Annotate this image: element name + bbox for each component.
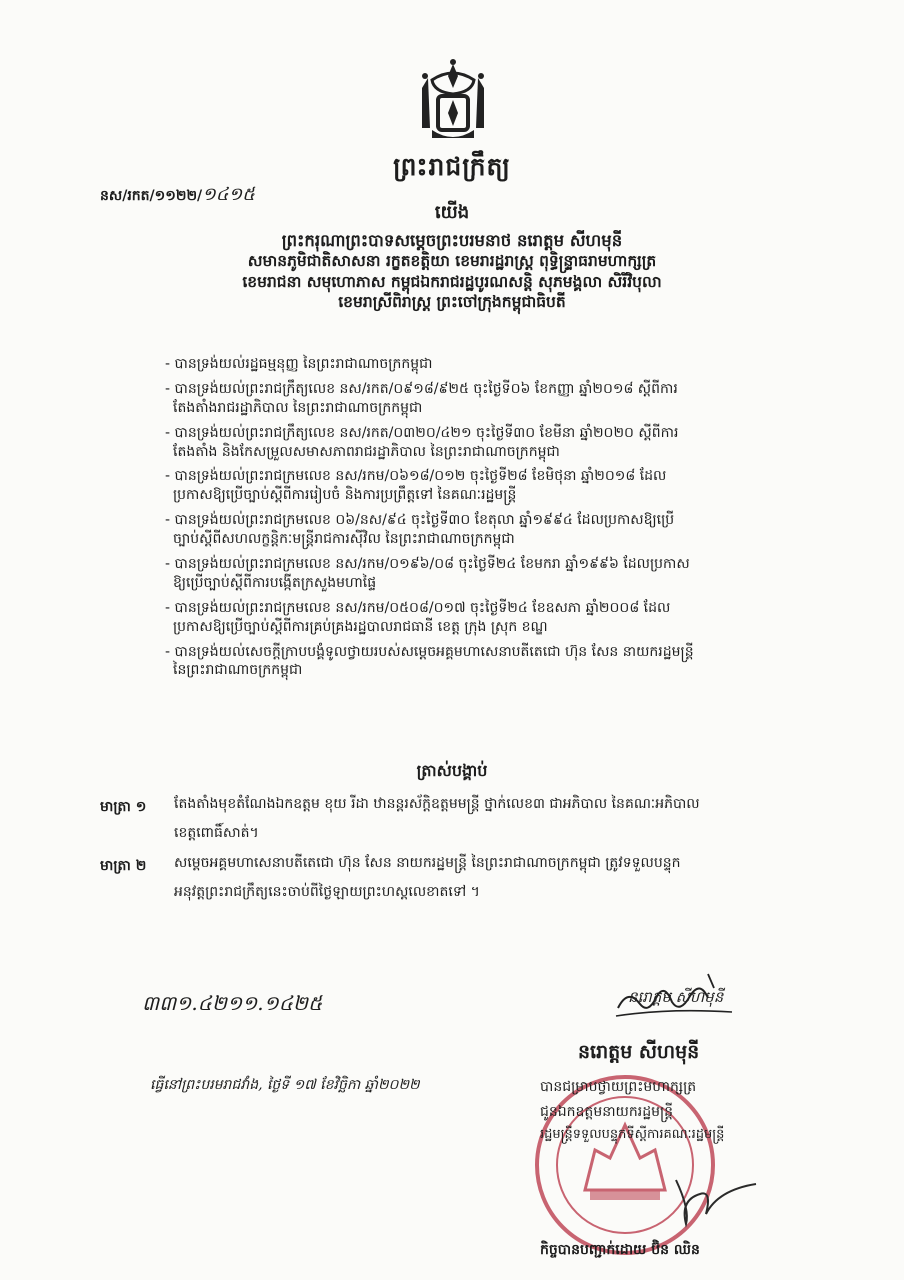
king-title-line: សមានភូមិជាតិសាសនា រក្ខតខត្តិយា ខេមរារដ្ឋរាស្ត្រ ពុទ្ធិន្ទ្រាធរាមហាក្សត្រ	[247, 252, 657, 271]
preamble-line: នៃព្រះរាជាណាចក្រកម្ពុជា	[173, 662, 303, 679]
royal-signature-text: នរោត្តម សីហមុនី	[628, 988, 724, 1006]
article-line: អនុវត្តព្រះរាជក្រឹត្យនេះចាប់ពីថ្ងៃឡាយព្រះហស្តលេខាតទៅ ។	[174, 883, 480, 900]
preamble-line: - បានទ្រង់យល់រដ្ឋធម្មនុញ្ញ នៃព្រះរាជាណាចក្រកម្ពុជា	[165, 356, 433, 372]
article-line: ខេត្តពោធិ៍សាត់។	[174, 824, 259, 841]
document-title: ព្រះរាជក្រឹត្យ	[393, 152, 511, 181]
king-title-line: ខេមរាស្រីពិរាស្ត្រ ព្រះចៅក្រុងកម្ពុជាធិបតី	[338, 292, 566, 311]
place-date: ធ្វើនៅព្រះបរមរាជវាំង, ថ្ងៃទី ១៧ ខែវិច្ឆិកា ឆ្នាំ២០២២	[150, 1077, 420, 1093]
countersign-block	[540, 1075, 724, 1147]
preamble-line: - បានទ្រង់យល់ព្រះរាជក្រឹត្យលេខ នស/រកត/០៣២០/៤២១ ចុះថ្ងៃទី៣០ ខែមីនា ឆ្នាំ២០២០ ស្តីពីការ	[165, 424, 679, 441]
reference-handwritten: ១៤១៥	[202, 184, 255, 205]
article-1-label: មាត្រា ១	[100, 799, 147, 815]
article-line: តែងតាំងមុខតំណែងឯកឧត្តម ខុយ រីដា ឋានន្តរស័ក្តិឧត្តមមន្ត្រី ថ្នាក់លេខ៣ ជាអភិបាល នៃគណៈអភិបាល	[174, 796, 700, 812]
preamble-item	[165, 555, 825, 593]
handwritten-registration: ៣៣១.៤២១១.១៤២៥	[142, 991, 323, 1015]
preamble-line: - បានទ្រង់យល់ព្រះរាជក្រមលេខ នស/រកម/០៦១៨/០១២ ចុះថ្ងៃទី២៨ ខែមិថុនា ឆ្នាំ២០១៨ ដែល	[165, 468, 667, 485]
article-1-text	[174, 795, 700, 843]
preamble-item	[165, 599, 825, 637]
preamble-item	[165, 380, 825, 418]
preamble-line: - បានទ្រង់យល់ព្រះរាជក្រមលេខ ០៦/នស/៩៤ ចុះថ្ងៃទី៣០ ខែតុលា ឆ្នាំ១៩៩៤ ដែលប្រកាសឱ្យប្រើ	[165, 512, 675, 529]
countersign-line: ជូនឯកឧត្តមនាយករដ្ឋមន្ត្រី	[540, 1103, 674, 1120]
preamble-line: តែងតាំង និងកែសម្រួលសមាសភាពរាជរដ្ឋាភិបាល នៃព្រះរាជាណាចក្រកម្ពុជា	[173, 443, 560, 460]
royal-signature	[608, 968, 738, 1024]
article-line: សម្តេចអគ្គមហាសេនាបតីតេជោ ហ៊ុន សែន នាយករដ្ឋមន្ត្រី នៃព្រះរាជាណាចក្រកម្ពុជា ត្រូវទទួលបន្ទុក	[174, 855, 681, 871]
preamble-item	[165, 424, 825, 462]
reference-prefix: នស/រកត/១១២២/	[100, 188, 203, 204]
royal-arms-emblem-icon	[412, 58, 494, 144]
preamble-line: ប្រកាសឱ្យប្រើច្បាប់ស្តីពីការរៀបចំ និងការប្រព្រឹត្តទៅ នៃគណៈរដ្ឋមន្ត្រី	[173, 487, 517, 504]
secretary-line: កិច្ចបានបញ្ជាក់ដោយ ប៊ិន ឈិន	[540, 1242, 700, 1258]
preamble-line: - បានទ្រង់យល់ព្រះរាជក្រមលេខ នស/រកម/០៥០៨/០១៧ ចុះថ្ងៃទី២៤ ខែឧសភា ឆ្នាំ២០០៨ ដែល	[165, 599, 671, 616]
preamble-list	[165, 355, 825, 686]
preamble-line: ប្រកាសឱ្យប្រើច្បាប់ស្តីពីការគ្រប់គ្រងរដ្ឋបាលរាជធានី ខេត្ត ក្រុង ស្រុក ខណ្ឌ	[173, 618, 548, 635]
preamble-item	[165, 467, 825, 505]
preamble-item	[165, 511, 825, 549]
signer-name: នរោត្តម សីហមុនី	[578, 1041, 700, 1063]
preamble-line: - បានទ្រង់យល់ព្រះរាជក្រឹត្យលេខ នស/រកត/០៩១៨/៩២៥ ចុះថ្ងៃទី០៦ ខែកញ្ញា ឆ្នាំ២០១៨ ស្តីពីការ	[165, 380, 678, 397]
preamble-line: - បានទ្រង់យល់ព្រះរាជក្រមលេខ នស/រកម/០១៩៦/០៨ ចុះថ្ងៃទី២៤ ខែមករា ឆ្នាំ១៩៩៦ ដែលប្រកាស	[165, 556, 690, 573]
preamble-item	[165, 643, 825, 681]
preamble-item	[165, 355, 825, 374]
preamble-line: តែងតាំងរាជរដ្ឋាភិបាល នៃព្រះរាជាណាចក្រកម្ពុជា	[173, 399, 423, 416]
king-title-line: ខេមរាជនា សមុហោភាស កម្ពុជឯករាជរដ្ឋបូរណសន្តិ សុភមង្គលា សិរីវិបុលា	[242, 272, 662, 291]
countersign-line: បានជម្រាបថ្វាយព្រះមហាក្សត្រ	[540, 1079, 697, 1095]
king-title-line: ព្រះករុណាព្រះបាទសម្តេចព្រះបរមនាថ នរោត្តម សីហមុនី	[281, 231, 623, 250]
decree-heading: ត្រាស់បង្គាប់	[416, 761, 488, 780]
preamble-line: - បានទ្រង់យល់សេចក្តីក្រាបបង្គំទូលថ្វាយរបស់សម្តេចអគ្គមហាសេនាបតីតេជោ ហ៊ុន សែន នាយករដ្ឋមន្ត្រី	[165, 643, 694, 660]
countersign-line: រដ្ឋមន្ត្រីទទួលបន្ទុកទីស្តីការគណៈរដ្ឋមន្ត្រី	[540, 1127, 725, 1142]
king-titles	[0, 230, 904, 312]
article-2-text	[174, 854, 681, 902]
preamble-line: ឱ្យប្រើច្បាប់ស្តីពីការបង្កើតក្រសួងមហាផ្ទៃ	[173, 574, 377, 591]
article-2-label: មាត្រា ២	[100, 858, 147, 874]
countersignature	[646, 1170, 766, 1230]
preamble-line: ច្បាប់ស្តីពីសហលក្ខន្តិកៈមន្ត្រីរាជការស៊ីវិល នៃព្រះរាជាណាចក្រកម្ពុជា	[173, 531, 515, 548]
we-heading: យើង	[434, 202, 470, 223]
